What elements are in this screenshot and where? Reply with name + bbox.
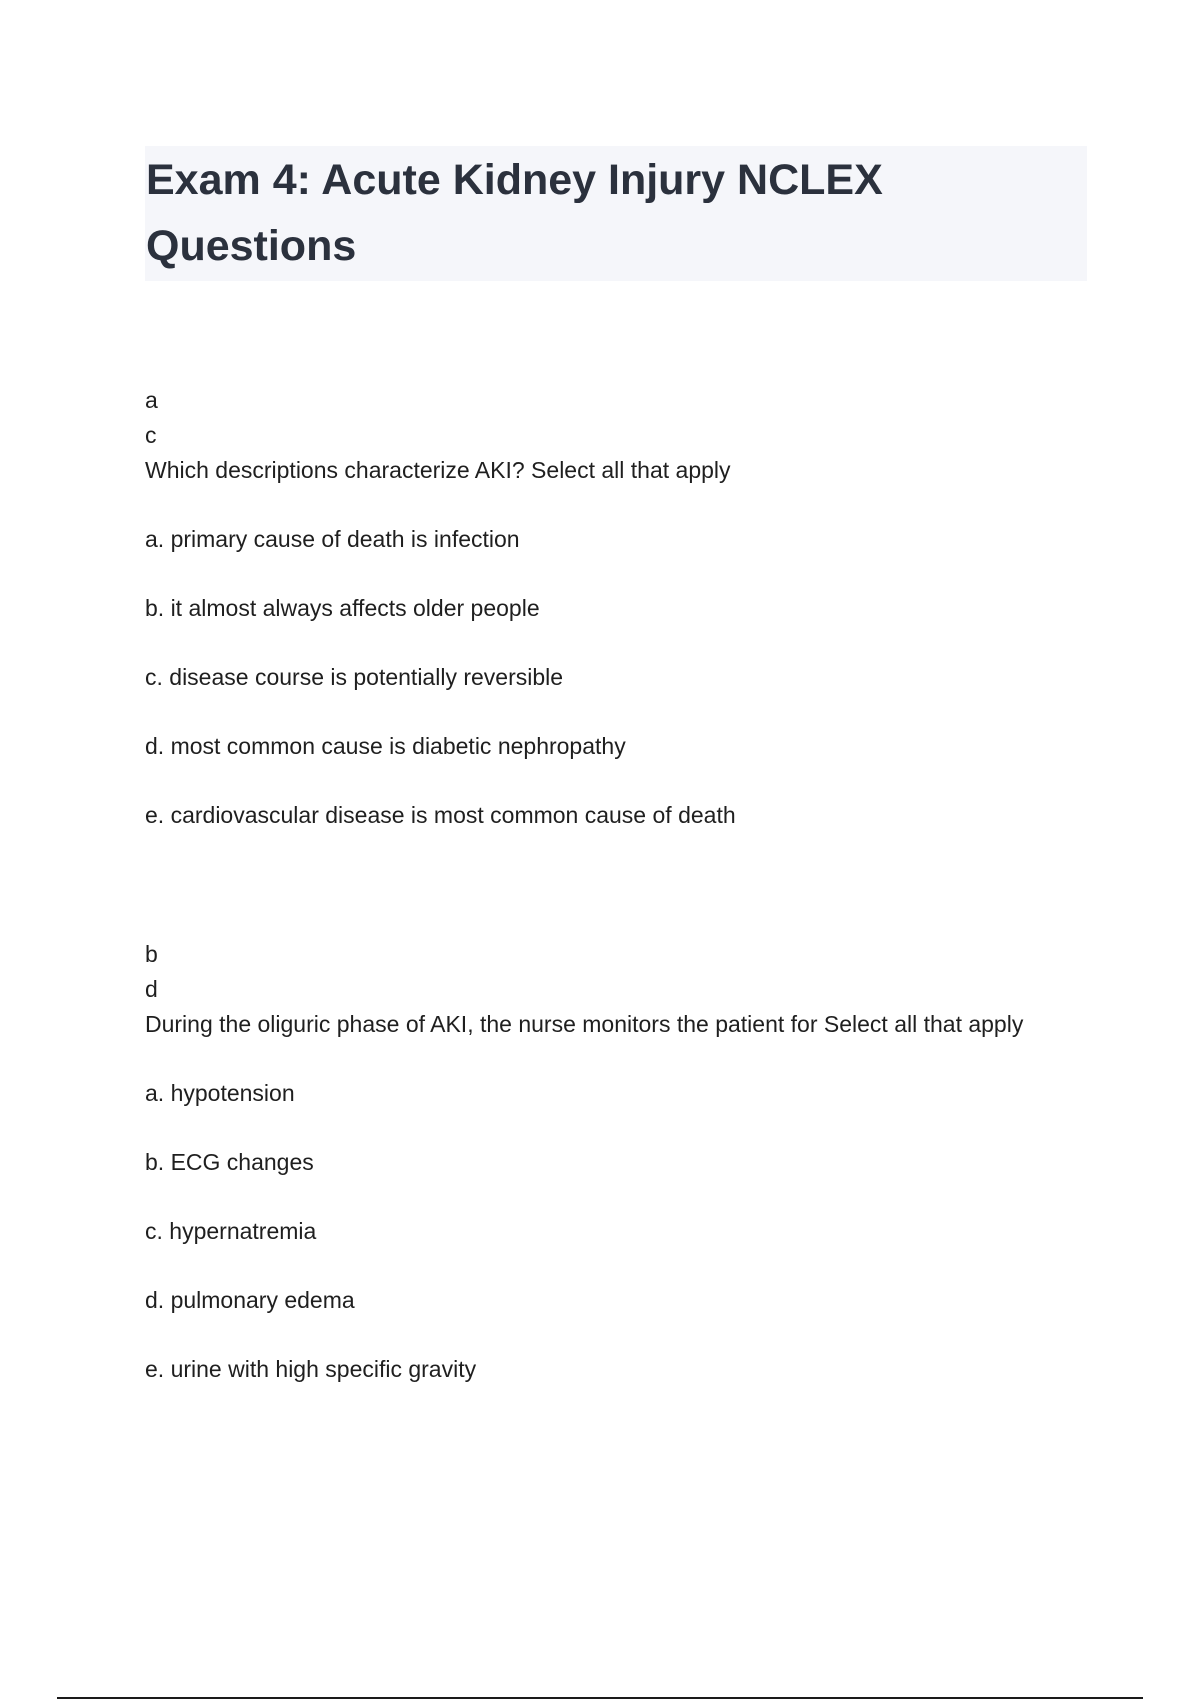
option-a: a. hypotension — [145, 1080, 295, 1106]
answer-key-1: b — [145, 941, 158, 967]
option-e: e. cardiovascular disease is most common cause of death — [145, 802, 736, 828]
option-e: e. urine with high specific gravity — [145, 1356, 477, 1382]
question-text: During the oliguric phase of AKI, the nurse monitors the patient for Select all that apply — [145, 1011, 1024, 1037]
question-block-1 — [145, 383, 1090, 833]
option-b: b. ECG changes — [145, 1149, 314, 1175]
option-a: a. primary cause of death is infection — [145, 526, 520, 552]
option-c: c. hypernatremia — [145, 1218, 317, 1244]
page-title: Exam 4: Acute Kidney Injury NCLEX Questions — [146, 156, 883, 270]
question-block-2 — [145, 937, 1090, 1387]
option-c: c. disease course is potentially reversible — [145, 664, 564, 690]
option-b: b. it almost always affects older people — [145, 595, 540, 621]
footer-divider — [57, 1697, 1143, 1699]
option-d: d. pulmonary edema — [145, 1287, 355, 1313]
answer-key-1: a — [145, 387, 158, 413]
title-banner — [145, 146, 1087, 281]
question-text: Which descriptions characterize AKI? Select all that apply — [145, 457, 731, 483]
answer-key-2: d — [145, 976, 158, 1002]
option-d: d. most common cause is diabetic nephropathy — [145, 733, 626, 759]
answer-key-2: c — [145, 422, 157, 448]
